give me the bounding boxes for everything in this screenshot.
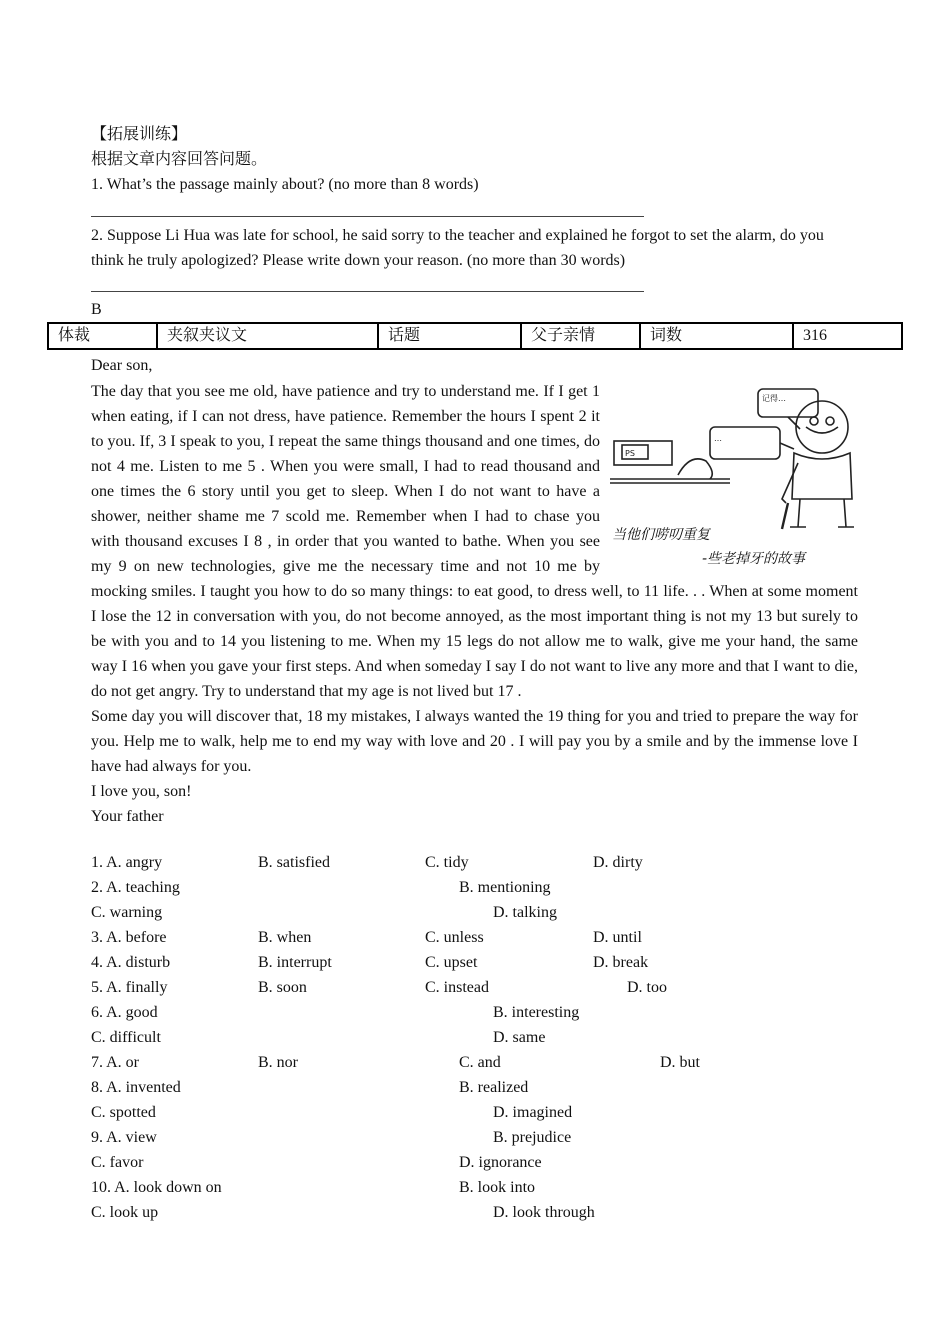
option-6b[interactable]: B. interesting [493, 1004, 580, 1021]
info-table [47, 322, 903, 350]
topic-value: 父子亲情 [521, 323, 640, 349]
passage [91, 379, 858, 829]
question-2-line-1: 2. Suppose Li Hua was late for school, he said sorry to the teacher and explained he forgot to set the alarm, do you [91, 227, 824, 244]
option-4a[interactable]: 4. A. disturb [91, 954, 171, 971]
option-7a[interactable]: 7. A. or [91, 1054, 139, 1071]
section-title: 【拓展训练】 [91, 126, 188, 143]
option-8c[interactable]: C. spotted [91, 1104, 156, 1121]
option-10b[interactable]: B. look into [459, 1179, 536, 1196]
option-9c[interactable]: C. favor [91, 1154, 144, 1171]
option-9a[interactable]: 9. A. view [91, 1129, 157, 1146]
old-man-body [792, 453, 852, 499]
bubble-1-text: 记得… [762, 394, 786, 403]
closing: I love you, son! [91, 783, 192, 800]
option-4d[interactable]: D. break [593, 954, 649, 971]
option-1b[interactable]: B. satisfied [258, 854, 330, 871]
screen-text: PS [625, 449, 635, 458]
option-10c[interactable]: C. look up [91, 1204, 159, 1221]
option-4b[interactable]: B. interrupt [258, 954, 332, 971]
old-man-head [796, 401, 848, 453]
option-6a[interactable]: 6. A. good [91, 1004, 158, 1021]
paragraph-2: Some day you will discover that, 18 my mistakes, I always wanted the 19 thing for you and tried to prepare the way for you. Help me to walk, help me to end my way with love and 20 . I will pay you by a smile and by the immense love I have had always for you. [91, 708, 858, 775]
walking-cane [782, 503, 788, 529]
genre-label: 体裁 [48, 323, 157, 349]
option-8d[interactable]: D. imagined [493, 1104, 573, 1121]
option-7d[interactable]: D. but [660, 1054, 700, 1071]
option-8a[interactable]: 8. A. invented [91, 1079, 181, 1096]
instruction: 根据文章内容回答问题。 [91, 151, 268, 168]
option-3b[interactable]: B. when [258, 929, 312, 946]
caption-line-2: -些老掉牙的故事 [702, 551, 806, 567]
desk-figure [678, 459, 712, 479]
option-1a[interactable]: 1. A. angry [91, 854, 163, 871]
caption-line-1: 当他们唠叨重复 [612, 527, 710, 543]
greeting: Dear son, [91, 357, 153, 374]
option-6c[interactable]: C. difficult [91, 1029, 161, 1046]
option-4c[interactable]: C. upset [425, 954, 478, 971]
option-5c[interactable]: C. instead [425, 979, 489, 996]
option-5a[interactable]: 5. A. finally [91, 979, 168, 996]
answer-line-1[interactable] [91, 216, 644, 217]
option-10a[interactable]: 10. A. look down on [91, 1179, 222, 1196]
question-2-line-2: think he truly apologized? Please write down your reason. (no more than 30 words) [91, 252, 626, 269]
option-2a[interactable]: 2. A. teaching [91, 879, 180, 896]
option-1c[interactable]: C. tidy [425, 854, 469, 871]
option-10d[interactable]: D. look through [493, 1204, 595, 1221]
option-7b[interactable]: B. nor [258, 1054, 298, 1071]
option-9d[interactable]: D. ignorance [459, 1154, 542, 1171]
option-6d[interactable]: D. same [493, 1029, 546, 1046]
option-9b[interactable]: B. prejudice [493, 1129, 572, 1146]
option-5b[interactable]: B. soon [258, 979, 307, 996]
option-2d[interactable]: D. talking [493, 904, 557, 921]
paragraph-1: The day that you see me old, have patience and try to understand me. If I get 1 when eating, if I can not dress, have patience. Remember the hours I spent 2 it to you. If, 3 I speak to you, I repeat the same things thousand and one times, do not 4 me. Listen to me 5 . When you were small, I had to read thousand and one times the 6 story until you get to sleep. When I do not want to have a shower, neither shame me 7 scold me. Remember when I had to chase you with thousand excuses I 8 , in order that you wanted to bathe. When you see my 9 on new technologies, give me the necessary time and not 10 me by mocking smiles. I taught you how to do so many things: to eat good, to dress well, to 11 life. . . When at some moment I lose the 12 in conversation with you, do not become annoyed, as the most important thing is not my 13 but surely to be with you and to 14 you listening to me. When my 15 legs do not allow me to walk, give me your hand, the same way I 16 when you gave your first steps. And when someday I say I do not want to live any more and that I want to die, do not get angry. Try to understand that my age is not lived but 17 . [91, 383, 858, 700]
option-7c[interactable]: C. and [459, 1054, 501, 1071]
option-3d[interactable]: D. until [593, 929, 642, 946]
option-3a[interactable]: 3. A. before [91, 929, 167, 946]
question-1: 1. What’s the passage mainly about? (no more than 8 words) [91, 176, 479, 193]
answer-line-2[interactable] [91, 291, 644, 292]
genre-value: 夹叙夹议文 [157, 323, 378, 349]
bubble-2-text: … [714, 434, 722, 443]
option-1d[interactable]: D. dirty [593, 854, 643, 871]
signature: Your father [91, 808, 164, 825]
words-value: 316 [793, 323, 902, 349]
cartoon-illustration [610, 379, 858, 579]
topic-label: 话题 [378, 323, 521, 349]
option-5d[interactable]: D. too [627, 979, 667, 996]
option-2b[interactable]: B. mentioning [459, 879, 551, 896]
option-3c[interactable]: C. unless [425, 929, 484, 946]
part-label: B [91, 301, 102, 318]
words-label: 词数 [640, 323, 793, 349]
option-8b[interactable]: B. realized [459, 1079, 529, 1096]
speech-bubble-2 [710, 427, 780, 459]
option-2c[interactable]: C. warning [91, 904, 163, 921]
